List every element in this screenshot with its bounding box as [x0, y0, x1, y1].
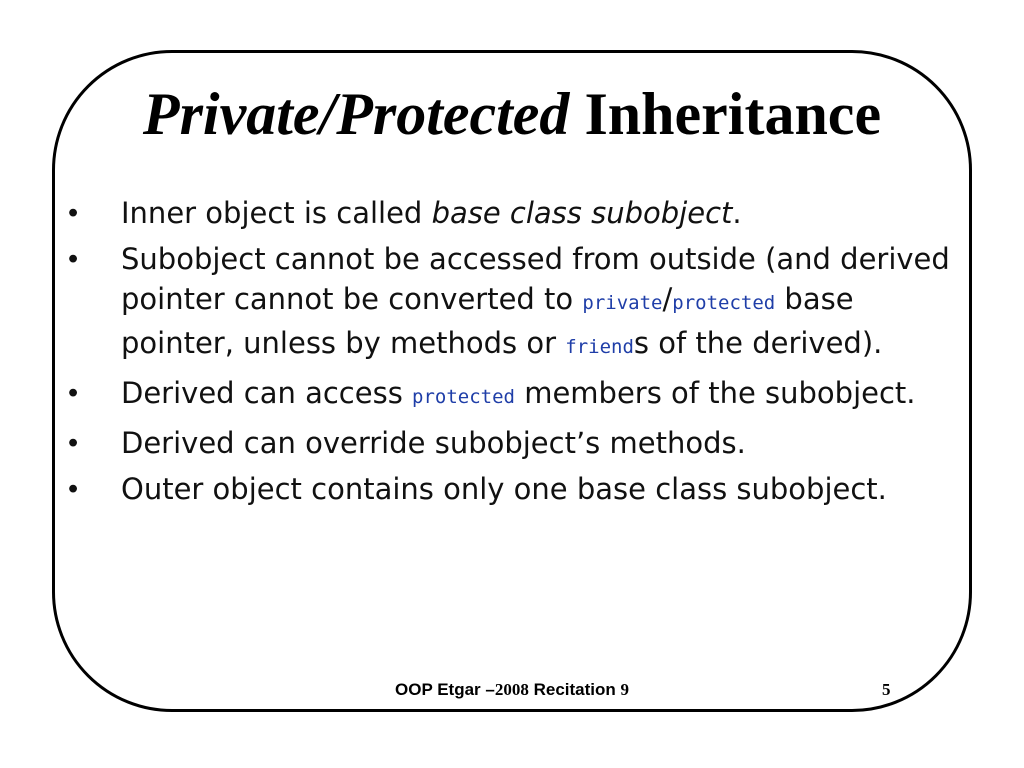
bullet-4-text: Derived can override subobject’s methods. — [121, 426, 746, 460]
bullet-1-emphasis: base class subobject — [431, 196, 733, 230]
footer-recitation-label: Recitation — [528, 680, 621, 699]
footer-course-info — [0, 680, 1024, 700]
footer-year: 2008 — [494, 680, 529, 699]
bullet-item-1 — [68, 193, 968, 233]
slide-title — [0, 78, 1024, 150]
bullet-3-text-1: Derived can access — [121, 376, 413, 410]
bullet-1-tail: . — [732, 196, 742, 230]
bullet-marker: • — [68, 197, 79, 229]
bullet-5-text: Outer object contains only one base class subobject. — [121, 472, 887, 506]
bullet-list — [68, 193, 968, 515]
bullet-item-2 — [68, 239, 968, 367]
bullet-marker: • — [68, 427, 79, 459]
footer-recitation-number: 9 — [620, 680, 629, 699]
bullet-1-text: Inner object is called — [121, 196, 432, 230]
slide-footer — [0, 680, 1024, 704]
keyword-protected: protected — [412, 386, 515, 408]
bullet-3-text-2: members of the subobject. — [515, 376, 916, 410]
title-italic-part: Private/Protected — [142, 81, 570, 147]
bullet-item-5 — [68, 469, 968, 509]
bullet-2-text-1: Subobject cannot be accessed from outside (and derived pointer cannot be converted to — [121, 242, 950, 316]
keyword-private: private — [582, 292, 663, 314]
title-regular-part: Inheritance — [584, 81, 882, 147]
keyword-protected: protected — [672, 292, 776, 314]
bullet-item-4 — [68, 423, 968, 463]
bullet-2-text-3: s of the derived). — [633, 326, 883, 360]
footer-course: OOP Etgar – — [395, 680, 495, 699]
bullet-marker: • — [68, 377, 79, 409]
bullet-marker: • — [68, 243, 79, 275]
bullet-2-slash: / — [662, 282, 673, 316]
bullet-2-text-2: base pointer, unless by methods or — [121, 282, 854, 360]
keyword-friend: friend — [565, 336, 634, 358]
bullet-marker: • — [68, 473, 79, 505]
page-number: 5 — [882, 680, 891, 699]
bullet-item-3 — [68, 373, 968, 417]
